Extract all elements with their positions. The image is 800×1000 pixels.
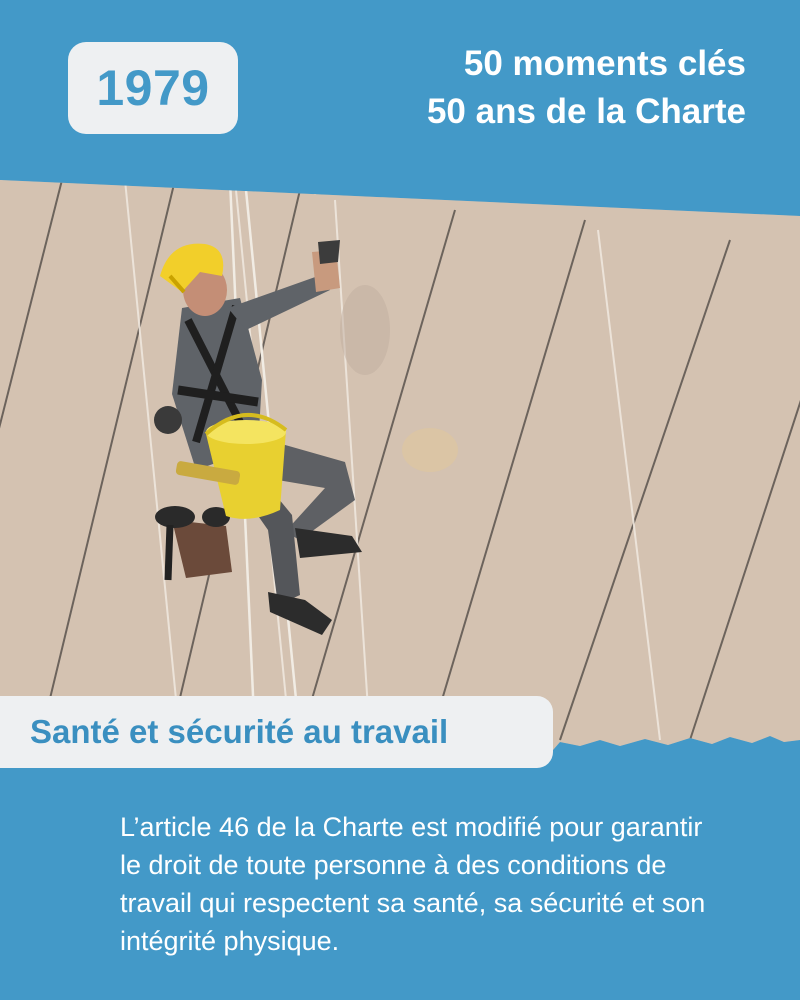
series-title	[427, 40, 746, 136]
hero-photo	[0, 180, 800, 760]
year-badge: 1979	[68, 42, 238, 134]
topic-label: Santé et sécurité au travail	[0, 696, 553, 768]
description-text: L’article 46 de la Charte est modifié pour garantir le droit de toute personne à des conditions de travail qui respectent sa santé, sa sécurité et son intégrité physique.	[120, 812, 706, 956]
window-cleaner-illustration	[0, 180, 800, 760]
series-line-2: 50 ans de la Charte	[426, 92, 746, 131]
series-line-1: 50 moments clés	[463, 44, 746, 83]
